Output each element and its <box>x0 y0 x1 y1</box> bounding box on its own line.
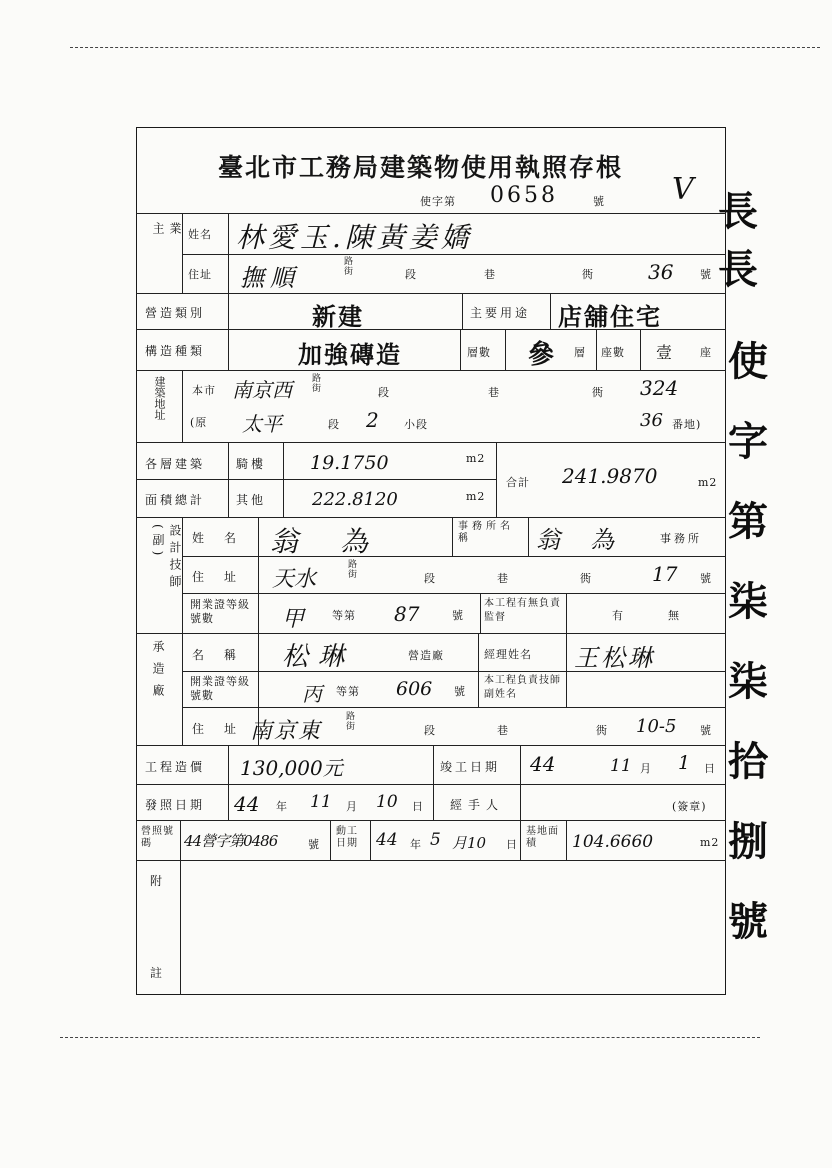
designer-supervision-no: 無 <box>668 609 680 622</box>
designer-office-value: 翁為 <box>536 526 644 554</box>
units-value: 壹 <box>656 343 676 362</box>
site-street-word: 衖 <box>592 386 604 399</box>
structure-label: 構造種類 <box>145 344 206 358</box>
contractor-cert-word: 等第 <box>336 685 360 698</box>
contractor-cert-label: 開業證等級號數 <box>190 675 250 702</box>
main-use-label: 主要用途 <box>470 306 531 320</box>
total-value: 241.9870 <box>562 464 658 488</box>
permit-label: 營照號碼 <box>141 826 174 849</box>
contractor-number-word: 號 <box>700 724 712 737</box>
site-old-subsection: 2 <box>366 408 379 432</box>
issue-month-word: 月 <box>346 800 358 813</box>
structure-value: 加強磚造 <box>298 340 402 369</box>
site-old-subsection-word: 小段 <box>404 418 428 431</box>
owner-address-value: 撫順 <box>240 264 300 292</box>
designer-cert-number: 87 <box>394 602 420 626</box>
other-unit: m2 <box>466 490 486 503</box>
floors-value: 參 <box>528 340 557 370</box>
designer-cert-label: 開業證等級號數 <box>190 598 250 625</box>
completion-month: 11 <box>610 756 632 776</box>
designer-number-word: 號 <box>700 572 712 585</box>
contractor-address-value: 南京東 <box>250 719 323 744</box>
designer-name-label: 姓名 <box>192 531 257 545</box>
remarks-label-top: 附 <box>150 874 166 888</box>
contractor-engineer-label: 本工程負責技師副姓名 <box>484 675 561 700</box>
side-text: 捌 <box>728 818 768 865</box>
start-year: 44 <box>376 830 398 850</box>
owner-section-word: 段 <box>405 268 417 281</box>
designer-office-suffix: 事務所 <box>660 532 702 545</box>
seal-label: (簽章) <box>672 800 707 813</box>
issue-month: 11 <box>310 792 332 812</box>
owner-address-label: 住址 <box>188 268 212 281</box>
contractor-name-suffix: 營造廠 <box>408 649 444 662</box>
floors-unit: 層 <box>574 346 586 359</box>
units-label: 座數 <box>601 346 625 359</box>
units-unit: 座 <box>700 346 712 359</box>
land-value: 104.6660 <box>572 832 654 852</box>
cost-label: 工程造價 <box>145 760 206 774</box>
handler-label: 經手人 <box>450 798 505 812</box>
contractor-street-word: 衖 <box>596 724 608 737</box>
building-type-value: 新建 <box>312 302 364 331</box>
other-label: 其他 <box>236 493 267 507</box>
site-lane-word: 巷 <box>488 386 500 399</box>
designer-address-label: 住址 <box>192 570 257 584</box>
designer-supervision-label: 本工程有無負責監督 <box>484 598 561 623</box>
license-number: 0658 <box>490 183 558 208</box>
side-text: 第 <box>728 498 768 545</box>
site-old-prefix: (原 <box>190 416 208 429</box>
check-mark: V <box>672 172 694 207</box>
site-lot: 36 <box>640 410 663 431</box>
completion-month-word: 月 <box>640 762 652 775</box>
site-section-word: 段 <box>378 386 390 399</box>
permit-form <box>136 127 726 995</box>
permit-suffix: 號 <box>308 838 320 851</box>
side-text: 拾 <box>728 738 768 785</box>
contractor-cert-number: 606 <box>396 678 433 700</box>
owner-name-label: 姓名 <box>188 228 212 241</box>
owner-road-label: 路街 <box>344 257 355 277</box>
issue-day: 10 <box>376 792 398 812</box>
page-title: 臺北市工務局建築物使用執照存根 <box>218 153 624 182</box>
designer-lane-word: 巷 <box>497 572 509 585</box>
contractor-address-label: 住址 <box>192 722 257 736</box>
contractor-section-word: 段 <box>424 724 436 737</box>
contractor-manager-label: 經理姓名 <box>484 648 532 661</box>
contractor-name-value: 松琳 <box>282 642 355 672</box>
site-road: 南京西 <box>232 378 292 402</box>
side-text: 長 <box>718 188 758 235</box>
contractor-address-number: 10-5 <box>636 716 677 737</box>
completion-year: 44 <box>530 752 556 776</box>
start-date: 月10 <box>452 834 487 852</box>
floors-label: 層數 <box>467 346 491 359</box>
site-label: 建築地址 <box>153 376 166 420</box>
main-use-value: 店舖住宅 <box>558 302 662 331</box>
site-number: 324 <box>640 376 679 400</box>
issue-day-word: 日 <box>412 800 424 813</box>
owner-address-number: 36 <box>648 260 674 284</box>
side-text: 使 <box>728 338 768 385</box>
site-old-name: 太平 <box>242 412 282 436</box>
designer-supervision-yes: 有 <box>612 609 624 622</box>
contractor-lane-word: 巷 <box>497 724 509 737</box>
owner-section-label: 業主 <box>151 222 182 256</box>
scan-line <box>70 47 820 48</box>
license-prefix: 使字第 <box>420 195 456 208</box>
building-type-label: 營造類別 <box>145 306 206 320</box>
start-year-word: 年 <box>410 838 422 851</box>
designer-cert-suffix: 號 <box>452 609 464 622</box>
arcade-value: 19.1750 <box>310 452 389 474</box>
designer-street-word: 衖 <box>580 572 592 585</box>
designer-cert-word: 等第 <box>332 609 356 622</box>
designer-address-value: 天水 <box>272 567 317 592</box>
owner-name-value: 林愛玉.陳黃姜嬌 <box>236 221 473 254</box>
cost-value: 130,000元 <box>240 756 343 780</box>
start-label: 動工日期 <box>336 826 358 849</box>
designer-cert-grade: 甲 <box>282 607 305 632</box>
total-unit: m2 <box>698 476 718 489</box>
arcade-unit: m2 <box>466 452 486 465</box>
start-day-word: 日 <box>506 838 518 851</box>
designer-section-label: 設計技師(副) <box>151 524 182 592</box>
land-unit: m2 <box>700 836 720 849</box>
owner-lane-word: 巷 <box>484 268 496 281</box>
owner-street-word: 衖 <box>582 268 594 281</box>
contractor-manager-value: 王松琳 <box>574 644 655 672</box>
completion-label: 竣工日期 <box>440 760 501 774</box>
owner-number-word: 號 <box>700 268 712 281</box>
floor-area-label-bottom: 面積總計 <box>145 493 206 507</box>
completion-day-word: 日 <box>704 762 716 775</box>
site-city: 本市 <box>192 384 216 397</box>
designer-address-number: 17 <box>652 562 678 586</box>
side-text: 字 <box>728 418 768 465</box>
side-text: 柒 <box>728 658 768 705</box>
license-suffix: 號 <box>593 195 605 208</box>
site-old-section-word: 段 <box>328 418 340 431</box>
scan-line <box>60 1037 760 1038</box>
issue-year: 44 <box>234 792 260 816</box>
arcade-label: 騎樓 <box>236 457 267 471</box>
contractor-cert-grade: 丙 <box>302 682 322 706</box>
designer-section-word: 段 <box>424 572 436 585</box>
land-label: 基地面積 <box>526 826 559 849</box>
remarks-label-bottom: 註 <box>150 966 166 980</box>
issue-year-word: 年 <box>276 800 288 813</box>
side-text: 號 <box>728 898 768 945</box>
start-month: 5 <box>430 830 441 850</box>
side-text: 柒 <box>728 578 768 625</box>
issue-label: 發照日期 <box>145 798 206 812</box>
other-value: 222.8120 <box>312 489 398 510</box>
permit-value: 44營字第0486 <box>184 832 278 850</box>
completion-day: 1 <box>678 752 691 774</box>
contractor-cert-suffix: 號 <box>454 685 466 698</box>
contractor-road-label: 路街 <box>346 712 357 732</box>
site-road-label: 路街 <box>312 374 323 394</box>
contractor-section-label: 承造廠 <box>151 640 165 706</box>
total-label: 合計 <box>506 476 530 489</box>
side-text: 長 <box>718 246 758 293</box>
contractor-name-label: 名稱 <box>192 648 257 662</box>
floor-area-label-top: 各層建築 <box>145 457 206 471</box>
designer-name-value: 翁為 <box>270 525 411 558</box>
designer-road-label: 路街 <box>348 560 359 580</box>
designer-office-label: 事務所名稱 <box>458 521 514 544</box>
site-lot-word: 番地) <box>672 418 702 431</box>
